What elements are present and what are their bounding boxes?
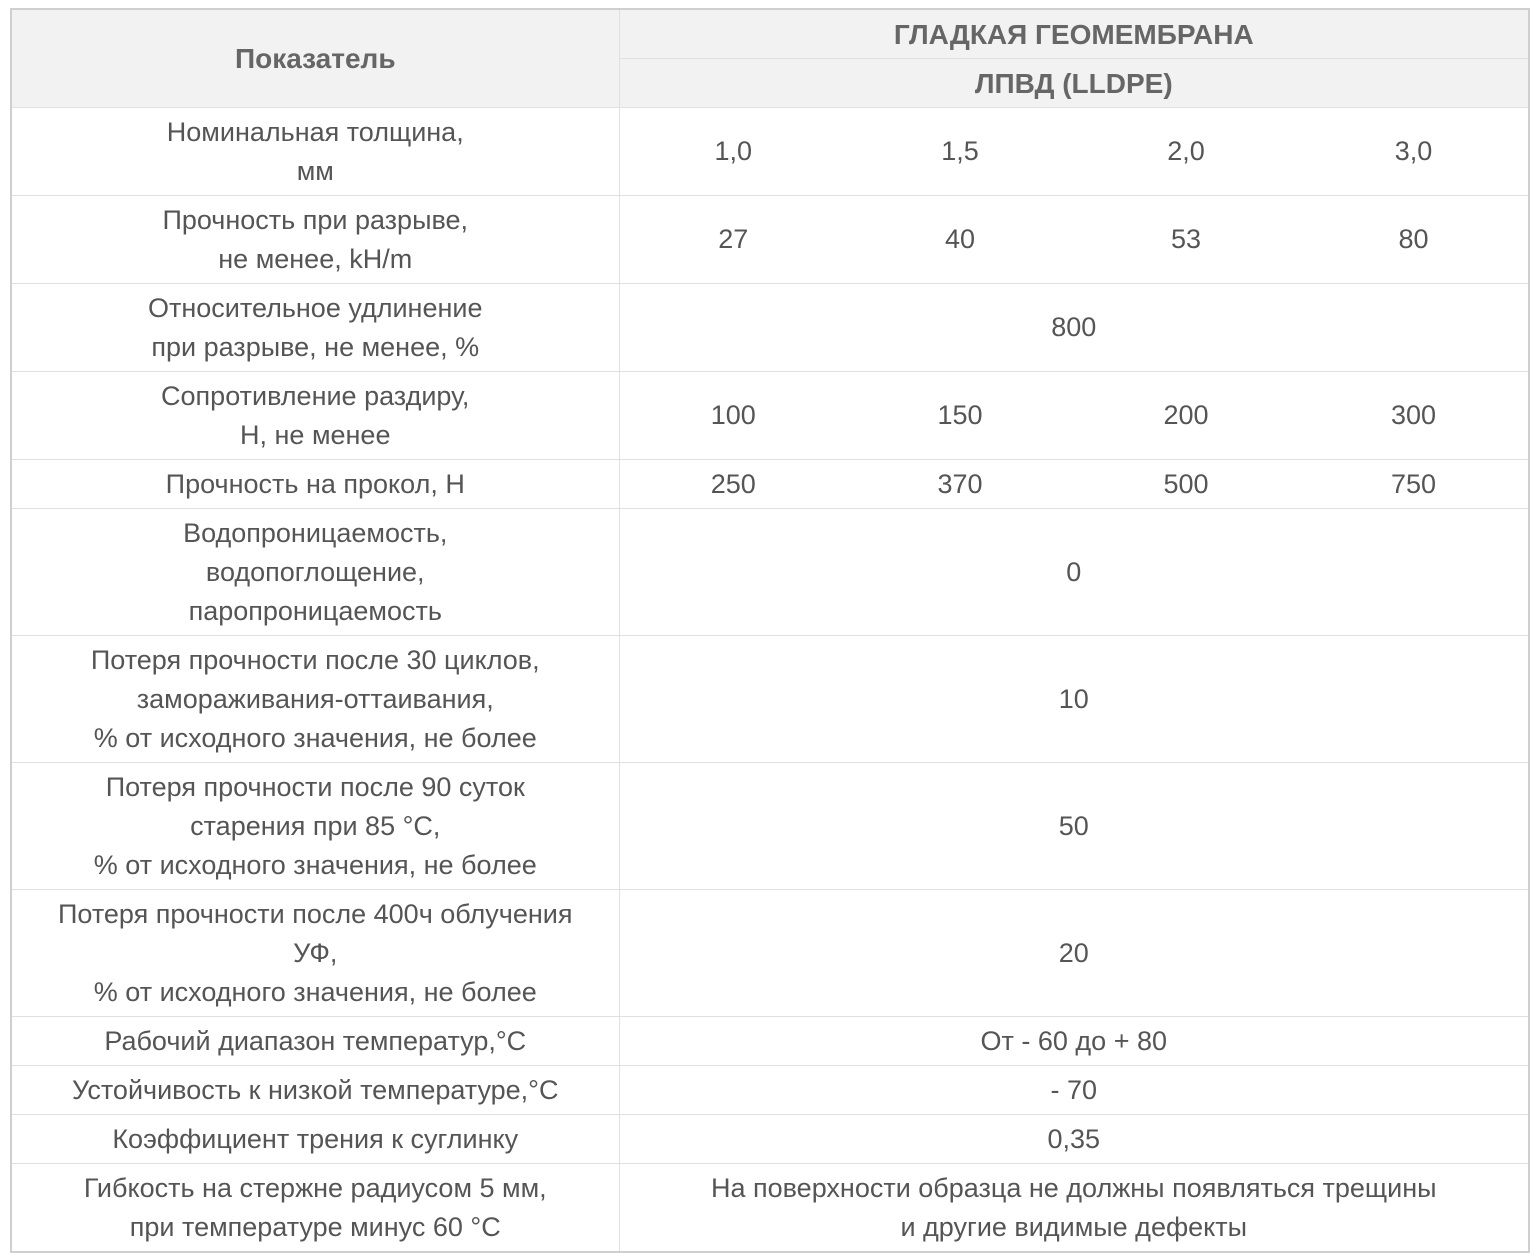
param-cell: [11, 196, 619, 284]
group-title-header: ГЛАДКАЯ ГЕОМЕМБРАНА: [619, 9, 1529, 59]
param-line: Водопроницаемость,: [183, 517, 448, 548]
material-header: ЛПВД (LLDPE): [619, 59, 1529, 108]
value-cell: 80: [1299, 196, 1529, 284]
table-row: [11, 890, 1529, 1017]
param-line: Прочность при разрыве,: [162, 204, 469, 235]
table-row: [11, 1164, 1529, 1253]
value-cell-merged: 800: [619, 284, 1529, 372]
param-line: старения при 85 °С,: [190, 810, 441, 841]
value-cell: 300: [1299, 372, 1529, 460]
param-cell: [11, 1115, 619, 1164]
param-line: Н, не менее: [240, 419, 391, 450]
value-cell: 1,0: [619, 108, 847, 196]
table-row: [11, 284, 1529, 372]
param-column-header: Показатель: [11, 9, 619, 108]
param-line: УФ,: [293, 937, 338, 968]
param-line: не менее, kH/m: [218, 243, 413, 274]
param-line: % от исходного значения, не более: [93, 849, 537, 880]
param-cell: [11, 636, 619, 763]
table-row: [11, 1066, 1529, 1115]
table-row: [11, 509, 1529, 636]
param-line: % от исходного значения, не более: [93, 976, 537, 1007]
table-row: [11, 460, 1529, 509]
param-line: мм: [296, 155, 334, 186]
table-row: [11, 1017, 1529, 1066]
param-line: Прочность на прокол, Н: [165, 468, 465, 499]
param-cell: [11, 108, 619, 196]
table-row: [11, 372, 1529, 460]
value-cell-merged: 50: [619, 763, 1529, 890]
value-cell-merged: 0: [619, 509, 1529, 636]
value-cell-merged: 20: [619, 890, 1529, 1017]
value-cell-merged: [619, 1164, 1529, 1253]
param-line: Гибкость на стержне радиусом 5 мм,: [83, 1172, 547, 1203]
value-cell-merged: 10: [619, 636, 1529, 763]
param-line: Сопротивление раздиру,: [161, 380, 470, 411]
value-cell: 250: [619, 460, 847, 509]
param-line: водопоглощение,: [205, 556, 425, 587]
value-cell-merged: От - 60 до + 80: [619, 1017, 1529, 1066]
table-row: [11, 108, 1529, 196]
param-cell: [11, 284, 619, 372]
param-line: % от исходного значения, не более: [93, 722, 537, 753]
value-cell: 1,5: [847, 108, 1073, 196]
param-cell: [11, 372, 619, 460]
param-line: Коэффициент трения к суглинку: [112, 1123, 519, 1154]
specification-table: [10, 8, 1530, 1253]
value-cell: 27: [619, 196, 847, 284]
param-line: Номинальная толщина,: [166, 116, 464, 147]
param-cell: [11, 1017, 619, 1066]
value-cell: 200: [1073, 372, 1299, 460]
table-row: [11, 763, 1529, 890]
param-line: Рабочий диапазон температур,°С: [104, 1025, 527, 1056]
param-cell: [11, 509, 619, 636]
value-cell: 150: [847, 372, 1073, 460]
value-cell: 370: [847, 460, 1073, 509]
table-row: [11, 1115, 1529, 1164]
param-line: при температуре минус 60 °С: [129, 1211, 501, 1242]
table-row: [11, 636, 1529, 763]
param-line: Потеря прочности после 90 суток: [105, 771, 525, 802]
param-line: Устойчивость к низкой температуре,°С: [72, 1074, 559, 1105]
param-cell: [11, 1164, 619, 1253]
value-cell-merged: 0,35: [619, 1115, 1529, 1164]
value-line: и другие видимые дефекты: [900, 1211, 1248, 1242]
value-cell: 2,0: [1073, 108, 1299, 196]
param-cell: [11, 890, 619, 1017]
header-row-1: [11, 9, 1529, 59]
param-line: Потеря прочности после 30 циклов,: [90, 644, 540, 675]
param-cell: [11, 460, 619, 509]
value-cell-merged: - 70: [619, 1066, 1529, 1115]
value-cell: 40: [847, 196, 1073, 284]
value-cell: 500: [1073, 460, 1299, 509]
value-cell: 100: [619, 372, 847, 460]
param-cell: [11, 763, 619, 890]
table-row: [11, 196, 1529, 284]
value-cell: 53: [1073, 196, 1299, 284]
spec-table-wrapper: [10, 8, 1530, 1253]
value-line: На поверхности образца не должны появляться трещины: [710, 1172, 1437, 1203]
param-line: замораживания-оттаивания,: [136, 683, 494, 714]
value-cell: 3,0: [1299, 108, 1529, 196]
param-line: Относительное удлинение: [148, 292, 483, 323]
value-cell: 750: [1299, 460, 1529, 509]
param-line: паропроницаемость: [188, 595, 442, 626]
param-line: Потеря прочности после 400ч облучения: [58, 898, 573, 929]
param-line: при разрыве, не менее, %: [151, 331, 480, 362]
param-cell: [11, 1066, 619, 1115]
